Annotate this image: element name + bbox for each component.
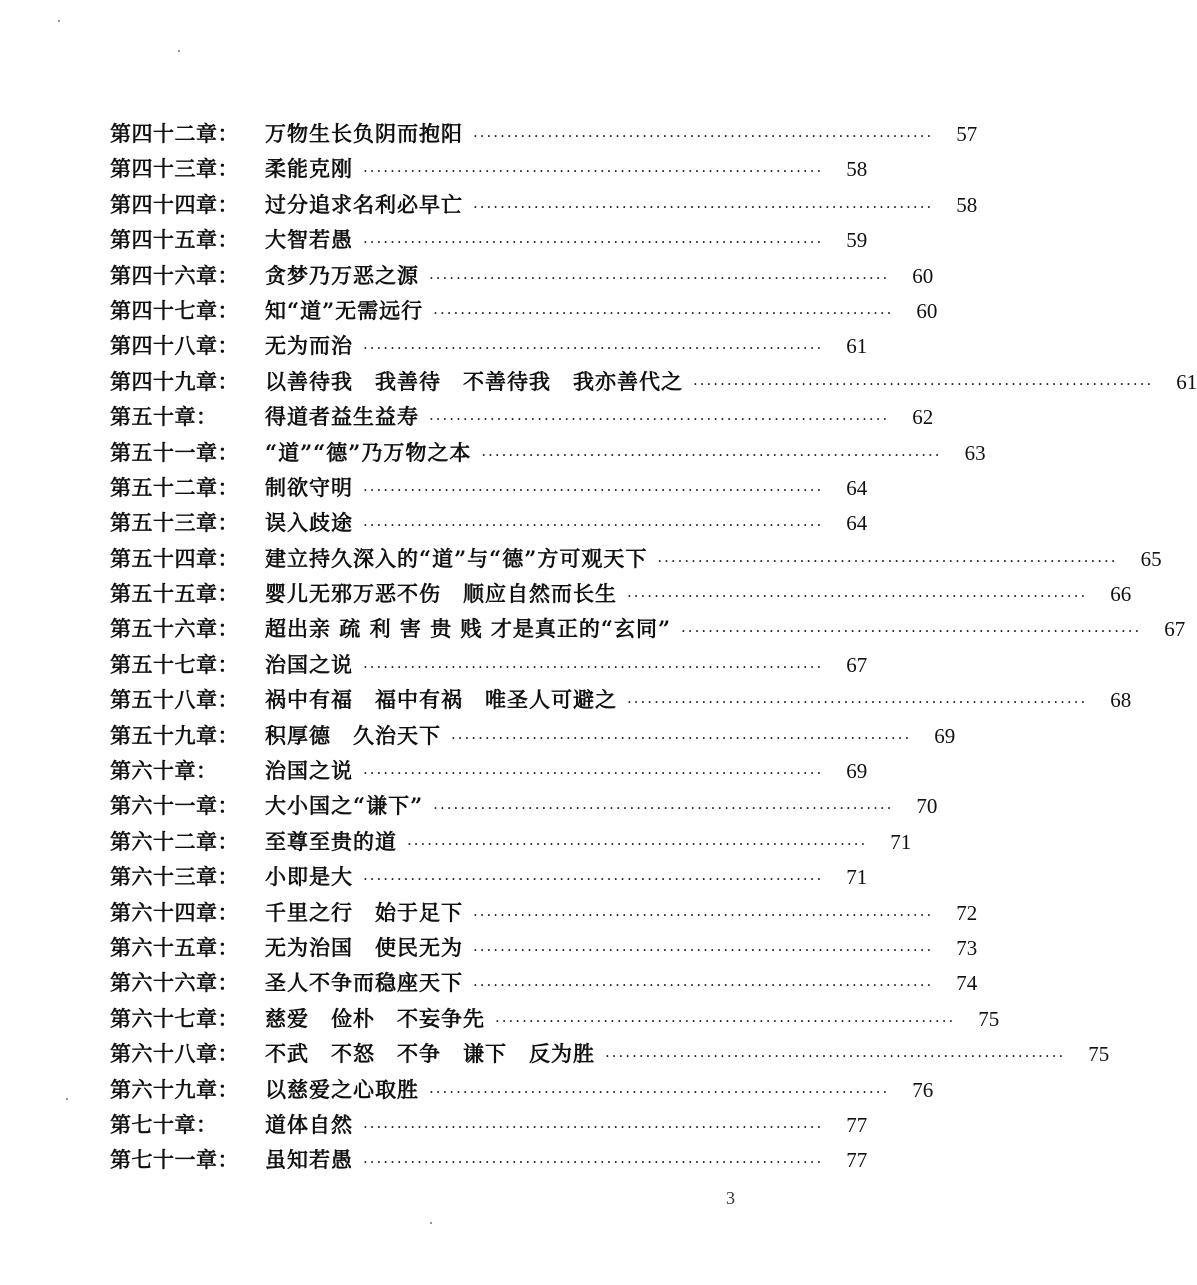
chapter-title: 知“道”无需远行 bbox=[265, 297, 424, 323]
chapter-title: 圣人不争而稳座天下 bbox=[265, 970, 463, 996]
chapter-title: 得道者益生益寿 bbox=[265, 404, 419, 430]
page-number: 64 bbox=[846, 475, 868, 500]
chapter-title: “道”“德”乃万物之本 bbox=[265, 439, 472, 465]
chapter-number: 第四十六章： bbox=[110, 262, 239, 288]
page-number: 64 bbox=[846, 511, 868, 536]
dot-leader: ···································································· bbox=[429, 1082, 890, 1101]
chapter-title: 万物生长负阴而抱阳 bbox=[265, 121, 463, 146]
chapter-title: 制欲守明 bbox=[265, 474, 353, 500]
toc-entry bbox=[110, 1036, 1110, 1071]
toc-entry bbox=[110, 435, 986, 470]
page-number: 74 bbox=[956, 971, 978, 996]
toc-entry bbox=[110, 753, 868, 788]
chapter-number: 第五十九章： bbox=[110, 722, 239, 748]
chapter-title: 千里之行 始于足下 bbox=[265, 899, 463, 925]
chapter-title: 慈爱 俭朴 不妄争先 bbox=[265, 1005, 485, 1031]
dot-leader: ···································································· bbox=[473, 940, 934, 959]
chapter-number: 第七十一章： bbox=[110, 1147, 239, 1173]
chapter-number: 第五十四章： bbox=[110, 545, 239, 571]
page-number: 71 bbox=[890, 829, 912, 854]
chapter-title: 贪梦乃万恶之源 bbox=[265, 262, 419, 288]
toc-entry bbox=[110, 930, 978, 965]
chapter-number: 第五十三章： bbox=[110, 510, 239, 536]
page-number: 63 bbox=[964, 440, 986, 465]
chapter-title: 治国之说 bbox=[265, 758, 353, 784]
toc-entry bbox=[110, 1072, 934, 1107]
page-number: 67 bbox=[1164, 617, 1186, 642]
chapter-number: 第七十章： bbox=[110, 1111, 218, 1137]
dot-leader: ···································································· bbox=[363, 1153, 824, 1172]
dot-leader: ···································································· bbox=[473, 197, 934, 216]
chapter-title: 婴儿无邪万恶不伤 顺应自然而长生 bbox=[265, 581, 617, 607]
toc-entry bbox=[110, 1001, 1000, 1036]
chapter-title: 道体自然 bbox=[265, 1111, 353, 1137]
toc-entry bbox=[110, 824, 912, 859]
page-number: 75 bbox=[978, 1006, 1000, 1031]
scan-speck bbox=[178, 50, 180, 52]
page-number: 75 bbox=[1088, 1042, 1110, 1067]
dot-leader: ···································································· bbox=[363, 480, 824, 499]
toc-entry bbox=[110, 895, 978, 930]
chapter-number: 第五十章： bbox=[110, 404, 218, 430]
chapter-number: 第五十一章： bbox=[110, 439, 239, 465]
chapter-title: 超出亲 疏 利 害 贵 贱 才是真正的“玄同” bbox=[265, 616, 672, 642]
page-number: 59 bbox=[846, 228, 868, 253]
chapter-number: 第五十五章： bbox=[110, 581, 239, 607]
dot-leader: ···································································· bbox=[693, 374, 1154, 393]
dot-leader: ···································································· bbox=[657, 551, 1118, 570]
page-number: 60 bbox=[912, 263, 934, 288]
chapter-number: 第五十二章： bbox=[110, 474, 239, 500]
dot-leader: ···································································· bbox=[433, 303, 894, 322]
chapter-title: 无为治国 使民无为 bbox=[265, 934, 463, 960]
chapter-title: 无为而治 bbox=[265, 333, 353, 359]
chapter-title: 建立持久深入的“道”与“德”方可观天下 bbox=[265, 545, 648, 571]
toc-entry bbox=[110, 151, 868, 186]
chapter-number: 第六十五章： bbox=[110, 934, 239, 960]
toc-entry bbox=[110, 222, 868, 257]
toc-entry bbox=[110, 399, 934, 434]
toc-entry bbox=[110, 788, 938, 823]
page-number: 67 bbox=[846, 652, 868, 677]
dot-leader: ···································································· bbox=[627, 693, 1088, 712]
chapter-title: 大小国之“谦下” bbox=[265, 793, 424, 819]
toc-entry bbox=[110, 505, 868, 540]
chapter-number: 第六十七章： bbox=[110, 1005, 239, 1031]
page-number: 57 bbox=[956, 122, 978, 146]
dot-leader: ···································································· bbox=[451, 728, 912, 747]
table-of-contents bbox=[110, 116, 1197, 1178]
dot-leader: ···································································· bbox=[363, 1117, 824, 1136]
dot-leader: ···································································· bbox=[495, 1011, 956, 1030]
toc-entry bbox=[110, 647, 868, 682]
dot-leader: ···································································· bbox=[363, 764, 824, 783]
page-folio: 3 bbox=[726, 1188, 735, 1208]
dot-leader: ···································································· bbox=[481, 445, 942, 464]
chapter-title: 积厚德 久治天下 bbox=[265, 722, 441, 748]
dot-leader: ···································································· bbox=[627, 587, 1088, 606]
page-number: 58 bbox=[846, 157, 868, 182]
chapter-number: 第六十八章： bbox=[110, 1041, 239, 1067]
toc-entry bbox=[110, 576, 1132, 611]
toc-entry bbox=[110, 328, 868, 363]
page-number: 62 bbox=[912, 405, 934, 430]
dot-leader: ···································································· bbox=[363, 339, 824, 358]
page-number: 61 bbox=[1176, 369, 1197, 394]
dot-leader: ···································································· bbox=[407, 834, 868, 853]
toc-entry bbox=[110, 293, 938, 328]
chapter-number: 第五十八章： bbox=[110, 687, 239, 713]
chapter-title: 以善待我 我善待 不善待我 我亦善代之 bbox=[265, 368, 683, 394]
dot-leader: ···································································· bbox=[363, 233, 824, 252]
dot-leader: ···································································· bbox=[429, 410, 890, 429]
dot-leader: ···································································· bbox=[363, 162, 824, 181]
scan-speck bbox=[430, 1222, 432, 1224]
page-number: 70 bbox=[916, 794, 938, 819]
toc-entry bbox=[110, 541, 1162, 576]
dot-leader: ···································································· bbox=[473, 127, 934, 145]
chapter-number: 第六十章： bbox=[110, 758, 218, 784]
chapter-number: 第四十三章： bbox=[110, 156, 239, 182]
scan-speck bbox=[58, 20, 60, 22]
dot-leader: ···································································· bbox=[681, 622, 1142, 641]
chapter-title: 柔能克刚 bbox=[265, 156, 353, 182]
chapter-title: 祸中有福 福中有祸 唯圣人可避之 bbox=[265, 687, 617, 713]
chapter-number: 第六十二章： bbox=[110, 828, 239, 854]
chapter-number: 第四十七章： bbox=[110, 297, 239, 323]
page-number: 72 bbox=[956, 900, 978, 925]
chapter-number: 第四十二章： bbox=[110, 121, 239, 146]
toc-entry bbox=[110, 187, 978, 222]
dot-leader: ···································································· bbox=[363, 657, 824, 676]
chapter-title: 误入歧途 bbox=[265, 510, 353, 536]
toc-entry bbox=[110, 1107, 868, 1142]
toc-entry bbox=[110, 859, 868, 894]
toc-entry bbox=[110, 116, 978, 151]
page-number: 66 bbox=[1110, 582, 1132, 607]
chapter-number: 第四十五章： bbox=[110, 227, 239, 253]
chapter-number: 第五十七章： bbox=[110, 651, 239, 677]
page-number: 65 bbox=[1140, 546, 1162, 571]
chapter-number: 第四十八章： bbox=[110, 333, 239, 359]
toc-entry bbox=[110, 965, 978, 1000]
chapter-number: 第六十四章： bbox=[110, 899, 239, 925]
toc-entry bbox=[110, 258, 934, 293]
dot-leader: ···································································· bbox=[473, 976, 934, 995]
dot-leader: ···································································· bbox=[473, 905, 934, 924]
chapter-number: 第五十六章： bbox=[110, 616, 239, 642]
toc-entry bbox=[110, 611, 1186, 646]
chapter-title: 虽知若愚 bbox=[265, 1147, 353, 1173]
dot-leader: ···································································· bbox=[363, 870, 824, 889]
chapter-title: 至尊至贵的道 bbox=[265, 828, 397, 854]
page-number: 69 bbox=[934, 723, 956, 748]
toc-entry bbox=[110, 364, 1197, 399]
chapter-number: 第四十四章： bbox=[110, 191, 239, 217]
chapter-title: 以慈爱之心取胜 bbox=[265, 1076, 419, 1102]
chapter-number: 第四十九章： bbox=[110, 368, 239, 394]
page-number: 61 bbox=[846, 334, 868, 359]
chapter-title: 小即是大 bbox=[265, 864, 353, 890]
page-number: 68 bbox=[1110, 688, 1132, 713]
chapter-number: 第六十九章： bbox=[110, 1076, 239, 1102]
page-number: 58 bbox=[956, 192, 978, 217]
chapter-number: 第六十六章： bbox=[110, 970, 239, 996]
dot-leader: ···································································· bbox=[605, 1047, 1066, 1066]
chapter-number: 第六十三章： bbox=[110, 864, 239, 890]
chapter-title: 大智若愚 bbox=[265, 227, 353, 253]
chapter-number: 第六十一章： bbox=[110, 793, 239, 819]
toc-entry bbox=[110, 682, 1132, 717]
toc-entry bbox=[110, 1142, 868, 1177]
dot-leader: ···································································· bbox=[433, 799, 894, 818]
chapter-title: 不武 不怒 不争 谦下 反为胜 bbox=[265, 1041, 595, 1067]
page-number: 60 bbox=[916, 298, 938, 323]
dot-leader: ···································································· bbox=[363, 516, 824, 535]
chapter-title: 过分追求名利必早亡 bbox=[265, 191, 463, 217]
toc-entry bbox=[110, 470, 868, 505]
scan-speck bbox=[66, 1098, 68, 1100]
page-number: 77 bbox=[846, 1148, 868, 1173]
dot-leader: ···································································· bbox=[429, 268, 890, 287]
chapter-title: 治国之说 bbox=[265, 651, 353, 677]
page-number: 71 bbox=[846, 865, 868, 890]
page-number: 69 bbox=[846, 759, 868, 784]
page-number: 76 bbox=[912, 1077, 934, 1102]
page-number: 77 bbox=[846, 1112, 868, 1137]
page-number: 73 bbox=[956, 935, 978, 960]
toc-entry bbox=[110, 718, 956, 753]
